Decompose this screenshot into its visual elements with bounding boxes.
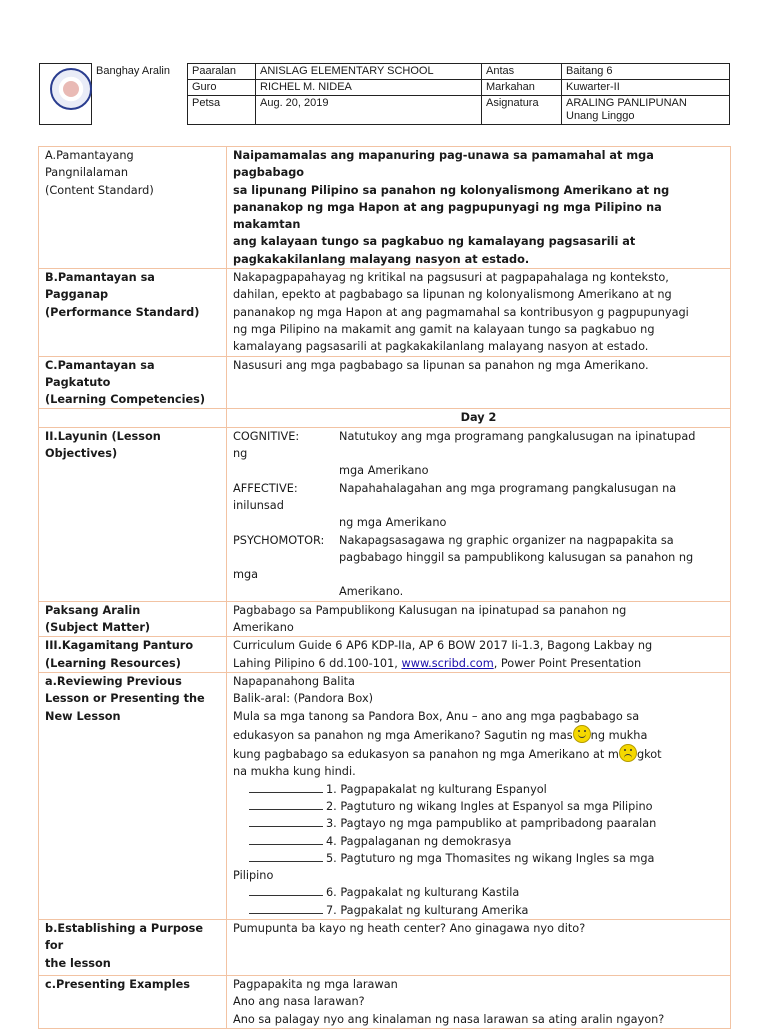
examples-text [227,976,731,1029]
quiz-item-text: 6. Pagpakalat ng kulturang Kastila [326,886,520,900]
psychomotor-end: Amerikano. [339,585,404,599]
label-line: a.Reviewing Previous [45,674,182,688]
label-line: (Learning Resources) [45,656,181,670]
sad-face-icon [619,744,637,762]
text-line [233,725,724,744]
value-paaralan: ANISLAG ELEMENTARY SCHOOL [256,64,482,80]
quiz-item [233,902,724,919]
text-line [233,744,724,763]
resource-prefix: Lahing Pilipino 6 dd.100-101, [233,656,402,670]
subject-week: Unang Linggo [566,110,635,122]
value-antas: Baitang 6 [562,64,730,80]
smiley-face-icon [573,725,591,743]
label-line: III.Kagamitang Panturo [45,639,194,653]
answer-blank[interactable] [249,902,323,914]
quiz-item [233,833,724,850]
text-line: Naipamamalas ang mapanuring pag-unawa sa pamamahal at mga pagbabago [233,149,654,180]
day-label: Day 2 [227,409,731,427]
label-line: (Performance Standard) [45,305,200,319]
label-antas: Antas [482,64,562,80]
objectives-text [227,427,731,601]
psychomotor-cont: pagbabago hinggil sa pampublikong kalusugan sa panahon ng [339,550,694,564]
text-line: Mula sa mga tanong sa Pandora Box, Anu – ano ang mga pagbabago sa [233,709,640,723]
text-line: Balik-aral: (Pandora Box) [233,692,374,706]
deped-seal-logo [50,68,92,110]
row-examples [39,976,731,1029]
text-line: na mukha kung hindi. [233,765,356,779]
answer-blank[interactable] [249,850,323,862]
text-line: pananakop ng mga Hapon at ang pagmamahal sa kontribusyon g pagpupunyagi [233,305,689,319]
learning-resources-label [39,637,227,673]
text-part: kung pagbabago sa edukasyon sa panahon ng mga Amerikano at m [233,748,619,762]
affective-tag: AFFECTIVE: [233,481,298,495]
text-line: ng mga Pilipino na makamit ang gamit na kalayaan tungo sa pagkabuo ng [233,322,655,336]
quiz-item [233,850,724,867]
label-line: B.Pamantayan sa Pagganap [45,271,155,302]
text-line: pananakop ng mga Hapon at ang pagpupunyagi ng mga Pilipino na makamtan [233,200,662,232]
reviewing-text [227,672,731,919]
text-line: kamalayang pagsasarili at pagkakakilanlang malayang nasyon at estado. [233,340,649,354]
affective-wrap: inilunsad [233,498,284,512]
quiz-item [233,815,724,832]
subject-matter-text [227,601,731,637]
label-petsa: Petsa [188,96,256,125]
text-line: Napapanahong Balita [233,674,355,688]
psychomotor-tag: PSYCHOMOTOR: [233,533,325,547]
cognitive-line [233,428,724,445]
cognitive-wrap: ng [233,447,248,461]
reviewing-label [39,672,227,919]
label-line: C.Pamantayan sa [45,358,155,372]
row-reviewing [39,672,731,919]
quiz-item-cont: Pilipino [233,869,274,883]
label-line: the lesson [45,956,111,970]
value-markahan: Kuwarter-II [562,80,730,96]
psychomotor-text: Nakapagsasagawa ng graphic organizer na nagpapakita sa [339,533,674,547]
text-line: dahilan, epekto at pagbabago sa lipunan ng kolonyalismong Amerikano at ng [233,288,672,302]
quiz-item-text: 3. Pagtayo ng mga pampubliko at pampribadong paaralan [326,817,657,831]
answer-blank[interactable] [249,884,323,896]
value-asignatura [562,96,730,125]
text-line [233,655,724,672]
row-purpose [39,920,731,976]
row-learning-resources [39,637,731,673]
content-standard-text [227,147,731,269]
label-line: b.Establishing a Purpose for [45,922,204,953]
learning-resources-text [227,637,731,673]
quiz-item [233,884,724,901]
cognitive-text: Natutukoy ang mga programang pangkalusugan na ipinatupad [339,429,696,443]
day-empty-cell [39,409,227,427]
answer-blank[interactable] [249,815,323,827]
answer-blank[interactable] [249,781,323,793]
text-line: Pagpapakita ng mga larawan [233,978,398,992]
performance-standard-label [39,269,227,356]
answer-blank[interactable] [249,798,323,810]
learning-competencies-text: Nasusuri ang mga pagbabago sa lipunan sa panahon ng mga Amerikano. [227,356,731,409]
label-line: Pangnilalaman [45,166,129,180]
cognitive-cont: mga Amerikano [339,464,429,478]
label-line: (Content Standard) [45,183,154,197]
text-line: Curriculum Guide 6 AP6 KDP-IIa, AP 6 BOW 2017 Ii-1.3, Bagong Lakbay ng [233,639,653,653]
subject-name: ARALING PANLIPUNAN [566,97,687,109]
purpose-text: Pumupunta ba kayo ng heath center? Ano ginagawa nyo dito? [227,920,731,976]
label-line: Objectives) [45,447,118,461]
row-day [39,409,731,427]
value-petsa: Aug. 20, 2019 [256,96,482,125]
content-standard-label [39,147,227,269]
value-guro: RICHEL M. NIDEA [256,80,482,96]
affective-text: Napahahalagahan ang mga programang pangkalusugan na [339,481,677,495]
resource-suffix: , Power Point Presentation [493,656,642,670]
quiz-item [233,798,724,815]
label-line: (Learning Competencies) [45,393,205,407]
quiz-item [233,781,724,798]
text-line: ang kalayaan tungo sa pagkabuo ng kamalayang pagsasarili at [233,235,636,249]
subject-matter-label [39,601,227,637]
label-line: Lesson or Presenting the [45,692,205,706]
row-performance-standard [39,269,731,356]
quiz-item-text: 2. Pagtuturo ng wikang Ingles at Espanyol sa mga Pilipino [326,799,653,813]
label-line: II.Layunin (Lesson [45,429,161,443]
text-line: Nakapagpapahayag ng kritikal na pagsusuri at pagpapahalaga ng konteksto, [233,271,669,285]
psychomotor-wrap: mga [233,568,259,582]
label-line: New Lesson [45,709,121,723]
label-markahan: Markahan [482,80,562,96]
row-subject-matter [39,601,731,637]
quiz-item-text: 4. Pagpalaganan ng demokrasya [326,834,512,848]
row-content-standard [39,147,731,269]
quiz-item-text: 1. Pagpapakalat ng kulturang Espanyol [326,782,547,796]
answer-blank[interactable] [249,833,323,845]
text-part: gkot [636,748,662,762]
label-guro: Guro [188,80,256,96]
text-line: Ano sa palagay nyo ang kinalaman ng nasa larawan sa ating aralin ngayon? [233,1012,665,1026]
performance-standard-text [227,269,731,356]
text-line: Amerikano [233,621,294,635]
row-learning-competencies [39,356,731,409]
row-objectives [39,427,731,601]
text-line: Ano ang nasa larawan? [233,995,365,1009]
psychomotor-line [233,532,724,549]
header-table [39,63,730,125]
examples-label: c.Presenting Examples [39,976,227,1029]
purpose-label [39,920,227,976]
scribd-link[interactable]: www.scribd.com [401,656,494,670]
affective-cont: ng mga Amerikano [339,516,447,530]
cognitive-tag: COGNITIVE: [233,429,300,443]
text-line: pagkakakilanlang malayang nasyon at estado. [233,252,530,266]
deped-seal-cell [40,64,92,125]
label-line: (Subject Matter) [45,621,151,635]
label-line: Paksang Aralin [45,603,141,617]
quiz-item-text: 7. Pagpakalat ng kulturang Amerika [326,903,529,917]
label-line: A.Pamantayang [45,149,134,162]
text-line: sa lipunang Pilipino sa panahon ng kolonyalismong Amerikano at ng [233,183,670,197]
text-part: ng mukha [590,728,648,742]
objectives-label [39,427,227,601]
label-asignatura: Asignatura [482,96,562,125]
text-part: edukasyon sa panahon ng mga Amerikano? Sagutin ng mas [233,728,573,742]
label-line: Pagkatuto [45,375,111,389]
quiz-item-text: 5. Pagtuturo ng mga Thomasites ng wikang Ingles sa mga [326,851,655,865]
learning-competencies-label [39,356,227,409]
label-paaralan: Paaralan [188,64,256,80]
header-title: Banghay Aralin [92,64,188,125]
text-line: Pagbabago sa Pampublikong Kalusugan na ipinatupad sa panahon ng [233,603,627,617]
affective-line [233,480,724,497]
lesson-plan-table [38,146,731,1029]
